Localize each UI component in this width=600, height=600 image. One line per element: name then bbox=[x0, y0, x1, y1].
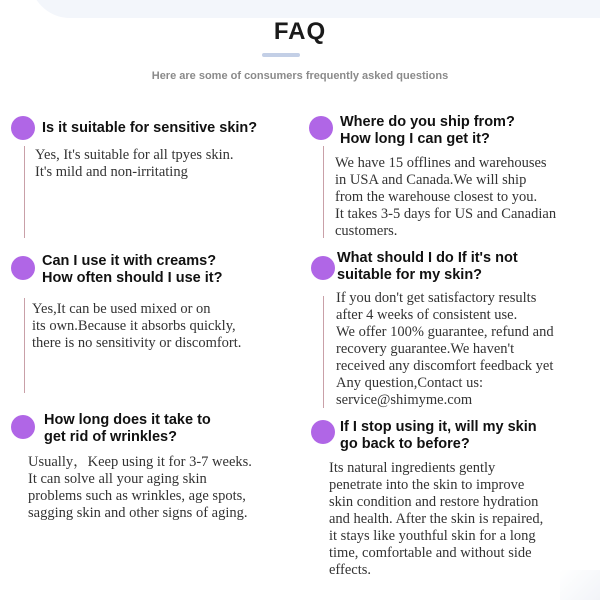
header-band bbox=[30, 0, 600, 18]
divider-line bbox=[323, 296, 324, 408]
faq-answer: Yes,It can be used mixed or on its own.Because it absorbs quickly, there is no sensitivity or discomfort. bbox=[32, 301, 242, 351]
bullet-dot-icon bbox=[11, 116, 35, 140]
faq-answer: If you don't get satisfactory results after 4 weeks of consistent use. We offer 100% guarantee, refund and recovery guarantee.We haven't received any discomfort feedback yet Any question,Contact us: service@shimyme.com bbox=[336, 290, 554, 408]
faq-answer: Its natural ingredients gently penetrate into the skin to improve skin condition and restore hydration and health. After the skin is repaired, it stays like youthful skin for a long time, comfortable and without side effects. bbox=[329, 460, 544, 578]
faq-answer: Usually，Keep using it for 3-7 weeks. It can solve all your aging skin problems such as wrinkles, age spots, sagging skin and other signs of aging. bbox=[28, 454, 252, 521]
page-title: FAQ bbox=[273, 18, 327, 45]
bullet-dot-icon bbox=[309, 116, 333, 140]
faq-question: Where do you ship from? How long I can get it? bbox=[340, 114, 515, 147]
bullet-dot-icon bbox=[11, 256, 35, 280]
divider-line bbox=[24, 146, 25, 238]
faq-answer: Yes, It's suitable for all tpyes skin. It's mild and non-irritating bbox=[35, 147, 234, 180]
title-underline bbox=[262, 53, 300, 57]
bullet-dot-icon bbox=[11, 415, 35, 439]
page-subtitle: Here are some of consumers frequently asked questions bbox=[151, 70, 449, 82]
corner-decoration bbox=[560, 570, 600, 600]
faq-question: How long does it take to get rid of wrinkles? bbox=[44, 412, 211, 445]
faq-question: Can I use it with creams? How often should I use it? bbox=[42, 253, 223, 286]
divider-line bbox=[24, 298, 25, 393]
bullet-dot-icon bbox=[311, 256, 335, 280]
faq-question: If I stop using it, will my skin go back to before? bbox=[340, 419, 537, 452]
bullet-dot-icon bbox=[311, 420, 335, 444]
divider-line bbox=[323, 146, 324, 238]
faq-question: What should I do If it's not suitable for my skin? bbox=[337, 250, 518, 283]
faq-answer: We have 15 offlines and warehouses in USA and Canada.We will ship from the warehouse closest to you. It takes 3-5 days for US and Canadian customers. bbox=[335, 155, 557, 239]
faq-question: Is it suitable for sensitive skin? bbox=[42, 120, 258, 136]
